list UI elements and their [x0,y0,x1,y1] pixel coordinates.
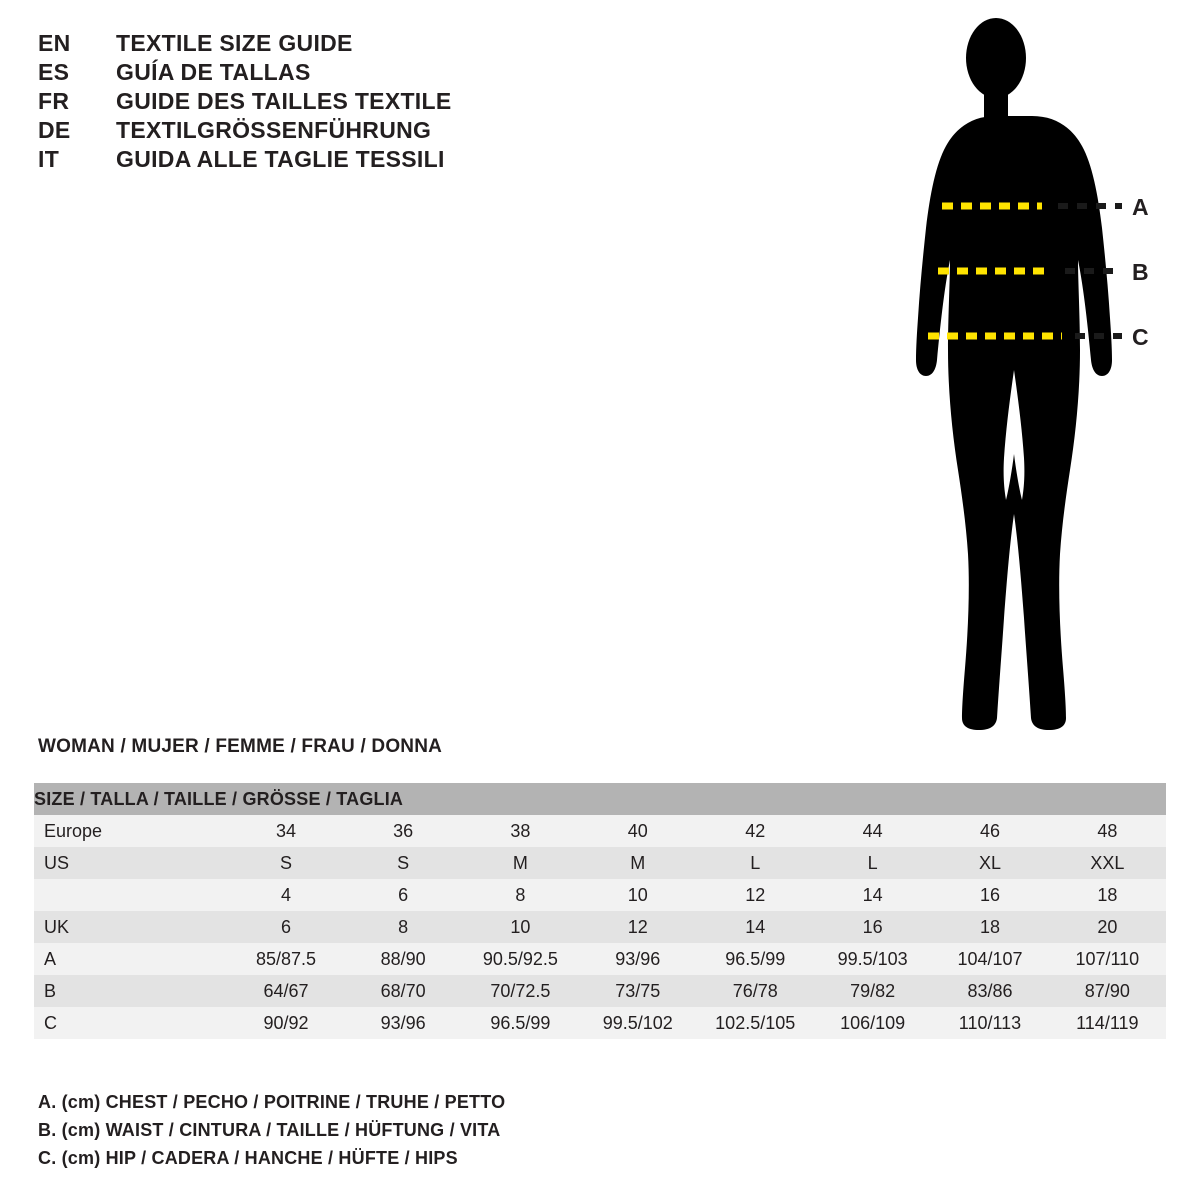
table-row [34,975,1166,1007]
table-header-label: SIZE / TALLA / TAILLE / GRÖSSE / TAGLIA [34,788,404,809]
table-cell: S [397,852,410,873]
row-label: B [44,980,57,1001]
title-lang-code: DE [38,117,71,143]
table-cell: L [750,852,761,873]
table-cell: 42 [745,820,766,841]
table-cell: 96.5/99 [490,1012,551,1033]
table-row [34,879,1166,911]
table-cell: 8 [398,916,409,937]
table-cell: 18 [1097,884,1118,905]
table-cell: M [512,852,528,873]
table-cell: 106/109 [840,1012,906,1033]
table-cell: 90/92 [263,1012,309,1033]
table-cell: 104/107 [957,948,1023,969]
table-cell: 96.5/99 [725,948,786,969]
table-cell: 90.5/92.5 [482,948,558,969]
table-cell: 10 [627,884,648,905]
title-text: GUIDE DES TAILLES TEXTILE [116,88,452,114]
table-cell: 110/113 [958,1012,1022,1033]
table-cell: 4 [280,884,291,905]
table-cell: 16 [979,884,1001,905]
table-cell: 76/78 [732,980,778,1001]
female-silhouette-icon [860,18,1190,748]
row-label: US [44,852,70,873]
waist-measure-label: B [1132,259,1149,285]
title-text: TEXTILGRÖSSENFÜHRUNG [116,117,432,143]
title-block [38,30,638,175]
legend-line-hip: C. (cm) HIP / CADERA / HANCHE / HÜFTE / HIPS [38,1148,458,1168]
measurement-legend [38,1092,738,1176]
table-header-row [34,783,1166,815]
row-label: A [44,948,57,969]
table-row [34,943,1166,975]
hip-measure-label: C [1132,324,1149,350]
title-lang-code: FR [38,88,70,114]
table-cell: 46 [979,820,1001,841]
table-cell: 12 [745,884,766,905]
title-row [38,88,638,117]
table-cell: 88/90 [380,948,426,969]
table-cell: 14 [862,884,883,905]
row-label: C [44,1012,57,1033]
table-cell: 6 [398,884,409,905]
table-row [34,1007,1166,1039]
title-row [38,117,638,146]
row-label: Europe [44,820,103,841]
table-cell: 93/96 [380,1012,426,1033]
table-cell: 85/87.5 [255,948,317,969]
title-lang-code: EN [38,30,71,56]
table-cell: 68/70 [380,980,426,1001]
title-text: GUÍA DE TALLAS [116,59,311,85]
table-cell: 8 [515,884,526,905]
title-text: GUIDA ALLE TAGLIE TESSILI [116,146,445,172]
table-cell: 18 [979,916,1001,937]
title-row [38,146,638,175]
table-cell: 48 [1097,820,1118,841]
size-table [34,783,1166,1039]
table-cell: XL [978,852,1002,873]
table-cell: 10 [510,916,531,937]
table-row [34,911,1166,943]
section-caption: WOMAN / MUJER / FEMME / FRAU / DONNA [38,736,443,757]
female-body-figure [860,18,1190,748]
table-cell: 12 [627,916,648,937]
title-row [38,59,638,88]
table-cell: 16 [862,916,883,937]
table-cell: 44 [862,820,883,841]
table-cell: 102.5/105 [715,1012,796,1033]
table-cell: 38 [510,820,531,841]
table-cell: 20 [1097,916,1118,937]
table-cell: 107/110 [1075,948,1140,969]
table-row [34,847,1166,879]
title-lang-code: IT [38,146,60,172]
legend-line-chest: A. (cm) CHEST / PECHO / POITRINE / TRUHE / PETTO [38,1092,506,1112]
table-cell: 87/90 [1084,980,1130,1001]
title-row [38,30,638,59]
table-cell: 70/72.5 [490,980,551,1001]
table-cell: 64/67 [263,980,309,1001]
row-label: UK [44,916,70,937]
table-cell: 36 [393,820,414,841]
table-cell: 99.5/103 [837,948,908,969]
table-row [34,815,1166,847]
table-cell: 79/82 [850,980,896,1001]
table-cell: 99.5/102 [602,1012,673,1033]
table-cell: S [279,852,292,873]
table-cell: 6 [280,916,291,937]
table-cell: M [630,852,646,873]
row-label [34,879,227,911]
table-cell: 83/86 [967,980,1013,1001]
chest-measure-label: A [1132,194,1149,220]
title-text: TEXTILE SIZE GUIDE [116,30,353,56]
legend-line-waist: B. (cm) WAIST / CINTURA / TAILLE / HÜFTUNG / VITA [38,1120,501,1140]
table-cell: 40 [627,820,648,841]
table-cell: 114/119 [1076,1012,1139,1033]
table-cell: L [867,852,878,873]
title-lang-code: ES [38,59,70,85]
table-cell: 34 [275,820,296,841]
table-cell: 93/96 [615,948,661,969]
table-cell: 14 [745,916,766,937]
table-cell: 73/75 [615,980,661,1001]
table-cell: XXL [1090,852,1125,873]
